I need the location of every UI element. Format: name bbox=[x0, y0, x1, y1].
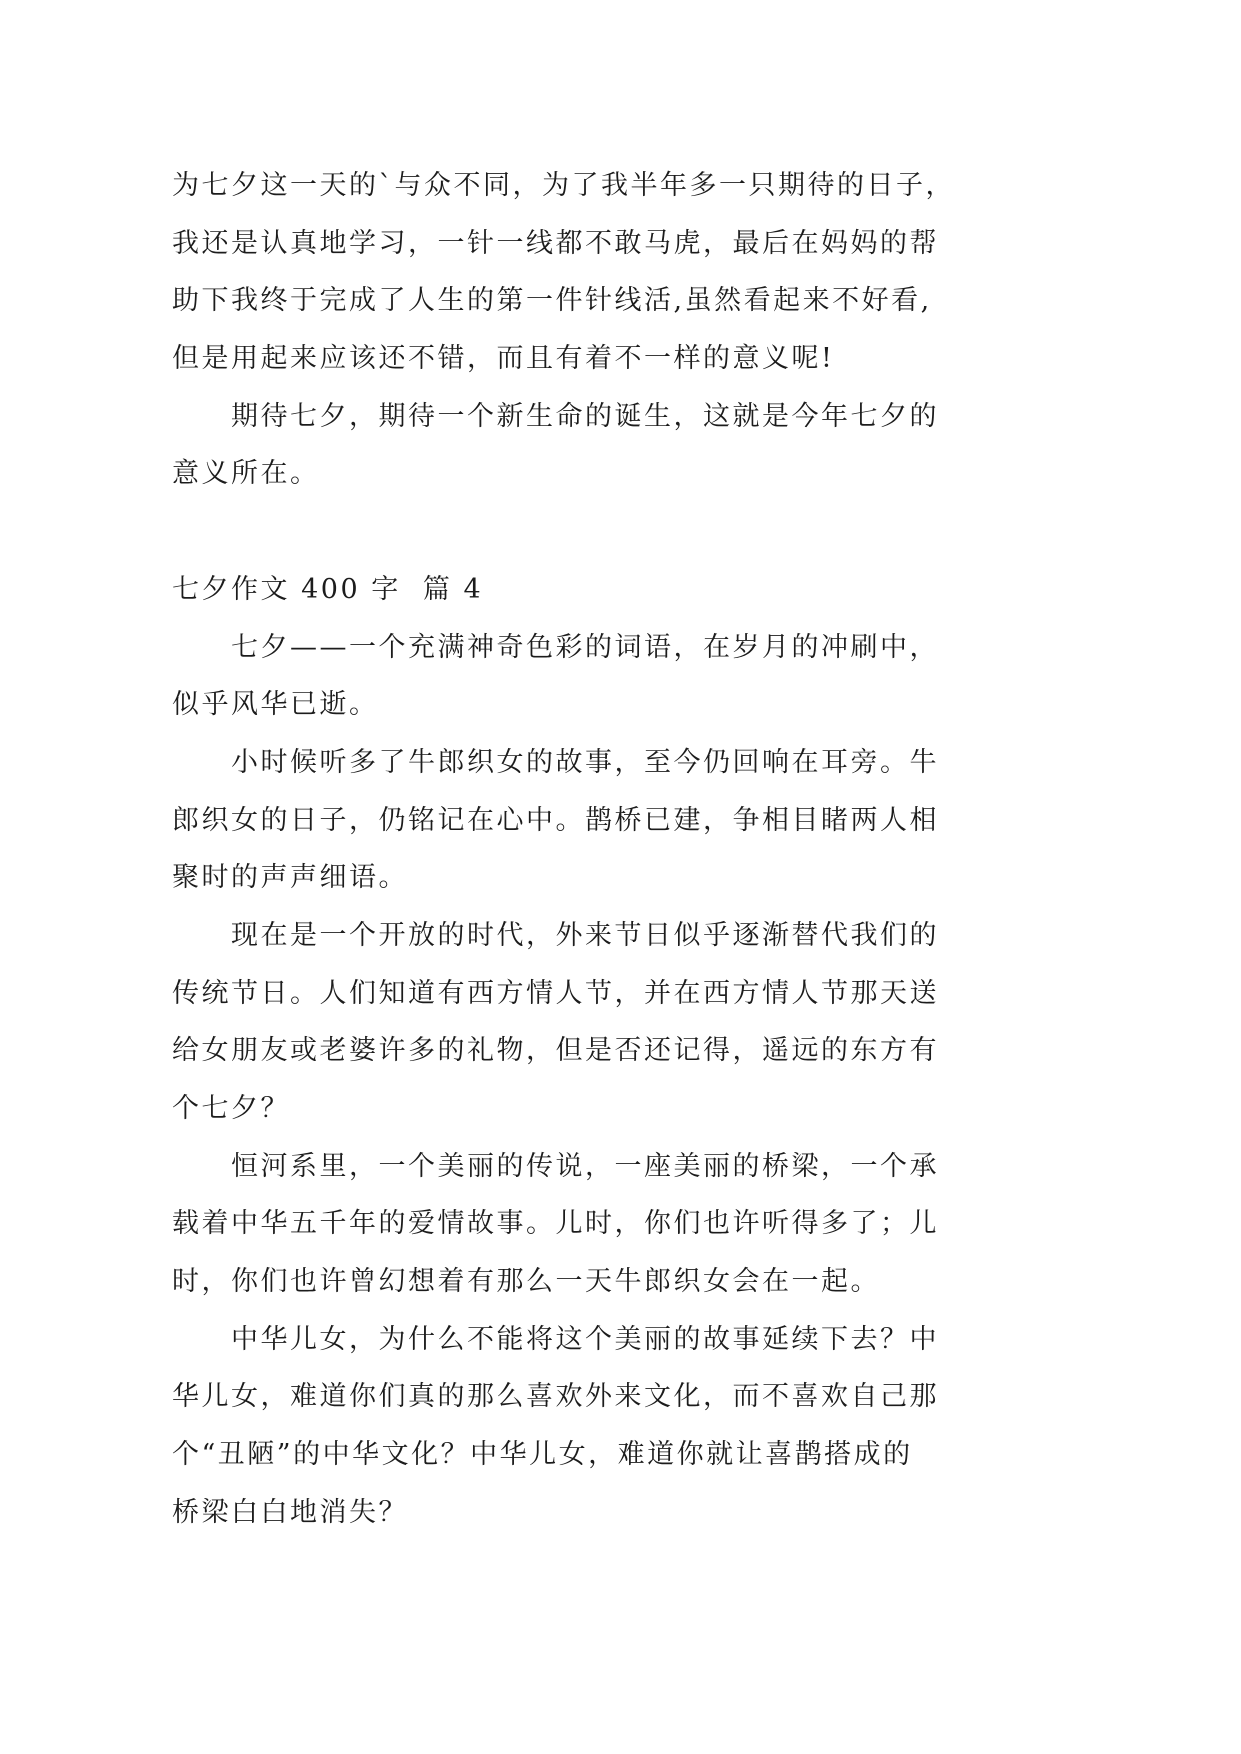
document-body bbox=[172, 157, 1072, 1542]
text-line: 但是用起来应该还不错，而且有着不一样的意义呢! bbox=[172, 343, 835, 375]
paragraph bbox=[172, 1311, 1072, 1542]
text-line: 期待七夕，期待一个新生命的诞生，这就是今年七夕的 bbox=[231, 400, 939, 432]
text-line: 华儿女，难道你们真的那么喜欢外来文化，而不喜欢自己那 bbox=[172, 1381, 939, 1413]
text-line: 意义所在。 bbox=[172, 458, 320, 490]
text-line: 时，你们也许曾幻想着有那么一天牛郎织女会在一起。 bbox=[172, 1266, 880, 1298]
text-line: 中华儿女，为什么不能将这个美丽的故事延续下去？中 bbox=[231, 1323, 939, 1355]
text-line: 个“丑陋”的中华文化？中华儿女，难道你就让喜鹊搭成的 bbox=[172, 1439, 913, 1471]
text-line: 聚时的声声细语。 bbox=[172, 862, 408, 894]
text-line: 个七夕？ bbox=[172, 1093, 290, 1124]
continued-paragraph bbox=[172, 157, 1072, 388]
text-line: 现在是一个开放的时代，外来节日似乎逐渐替代我们的 bbox=[231, 919, 939, 951]
section-body bbox=[172, 619, 1072, 1542]
paragraph bbox=[172, 907, 1072, 1138]
section-heading-block bbox=[172, 561, 1072, 619]
paragraph bbox=[172, 619, 1072, 734]
text-line: 我还是认真地学习，一针一线都不敢马虎，最后在妈妈的帮 bbox=[172, 227, 939, 259]
text-line: 助下我终于完成了人生的第一件针线活,虽然看起来不好看, bbox=[172, 285, 932, 317]
paragraph bbox=[172, 388, 1072, 503]
text-line: 载着中华五千年的爱情故事。儿时，你们也许听得多了；儿 bbox=[172, 1208, 939, 1240]
text-line: 桥梁白白地消失？ bbox=[172, 1496, 408, 1528]
text-line: 传统节日。人们知道有西方情人节，并在西方情人节那天送 bbox=[172, 977, 939, 1009]
text-line: 七夕——一个充满神奇色彩的词语，在岁月的冲刷中， bbox=[231, 631, 939, 663]
text-line: 给女朋友或老婆许多的礼物，但是否还记得，遥远的东方有 bbox=[172, 1035, 939, 1067]
section-heading: 七夕作文 400 字 篇 4 bbox=[172, 573, 484, 605]
text-line: 郎织女的日子，仍铭记在心中。鹊桥已建，争相目睹两人相 bbox=[172, 804, 939, 836]
text-line: 为七夕这一天的`与众不同，为了我半年多一只期待的日子， bbox=[172, 170, 955, 201]
paragraph-group bbox=[172, 388, 1072, 503]
text-line: 恒河系里，一个美丽的传说，一座美丽的桥梁，一个承 bbox=[231, 1150, 939, 1182]
paragraph bbox=[172, 1138, 1072, 1311]
text-line: 小时候听多了牛郎织女的故事，至今仍回响在耳旁。牛 bbox=[231, 746, 939, 778]
paragraph bbox=[172, 734, 1072, 907]
text-line: 似乎风华已逝。 bbox=[172, 689, 379, 721]
